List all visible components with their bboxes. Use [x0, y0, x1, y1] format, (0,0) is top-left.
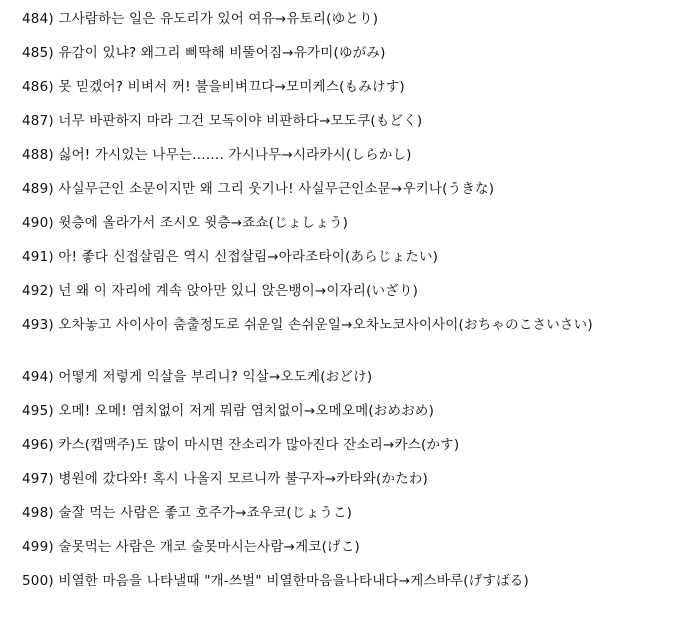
entry-491: 491) 아! 좋다 신접살림은 역시 신접살림→아라조타이(あらじょたい)	[22, 249, 439, 265]
entry-490: 490) 윗층에 올라가서 조시오 윗층→죠쇼(じょしょう)	[22, 215, 349, 231]
entry-485: 485) 유감이 있냐? 왜그리 삐딱해 비뚤어짐→유가미(ゆがみ)	[22, 45, 386, 61]
entry-493: 493) 오차놓고 사이사이 춤출정도로 쉬운일 손쉬운일→오차노코사이사이(おちゃのこさいさい)	[22, 317, 593, 333]
entry-499: 499) 술못먹는 사람은 개코 술못마시는사람→게코(げこ)	[22, 539, 360, 555]
entry-488: 488) 싫어! 가시있는 나무는……. 가시나무→시라카시(しらかし)	[22, 147, 412, 163]
entry-484: 484) 그사람하는 일은 유도리가 있어 여유→유토리(ゆとり)	[22, 11, 379, 27]
entry-500: 500) 비열한 마음을 나타낼때 "개-쓰벌" 비열한마음을나타내다→게스바루(げすばる)	[22, 573, 529, 589]
entry-498: 498) 술잘 먹는 사람은 좋고 호주가→죠우코(じょうこ)	[22, 505, 353, 521]
entry-495: 495) 오메! 오메! 염치없이 저게 뭐람 염치없이→오메오메(おめおめ)	[22, 403, 435, 419]
entry-494: 494) 어떻게 저렇게 익살을 부리니? 익살→오도케(おどけ)	[22, 369, 373, 385]
entry-486: 486) 못 믿겠어? 비벼서 꺼! 불을비벼끄다→모미케스(もみけす)	[22, 79, 405, 95]
entry-497: 497) 병원에 갔다와! 혹시 나올지 모르니까 불구자→카타와(かたわ)	[22, 471, 428, 487]
entry-489: 489) 사실무근인 소문이지만 왜 그리 웃기나! 사실무근인소문→우키나(うきな)	[22, 181, 495, 197]
entry-487: 487) 너무 바판하지 마라 그건 모독이야 비판하다→모도쿠(もどく)	[22, 113, 423, 129]
entry-492: 492) 넌 왜 이 자리에 계속 앉아만 있니 앉은뱅이→이자리(いざり)	[22, 283, 419, 299]
entry-496: 496) 카스(캡맥주)도 많이 마시면 잔소리가 많아진다 잔소리→카스(かす)	[22, 437, 460, 453]
document-body	[22, 5, 688, 601]
